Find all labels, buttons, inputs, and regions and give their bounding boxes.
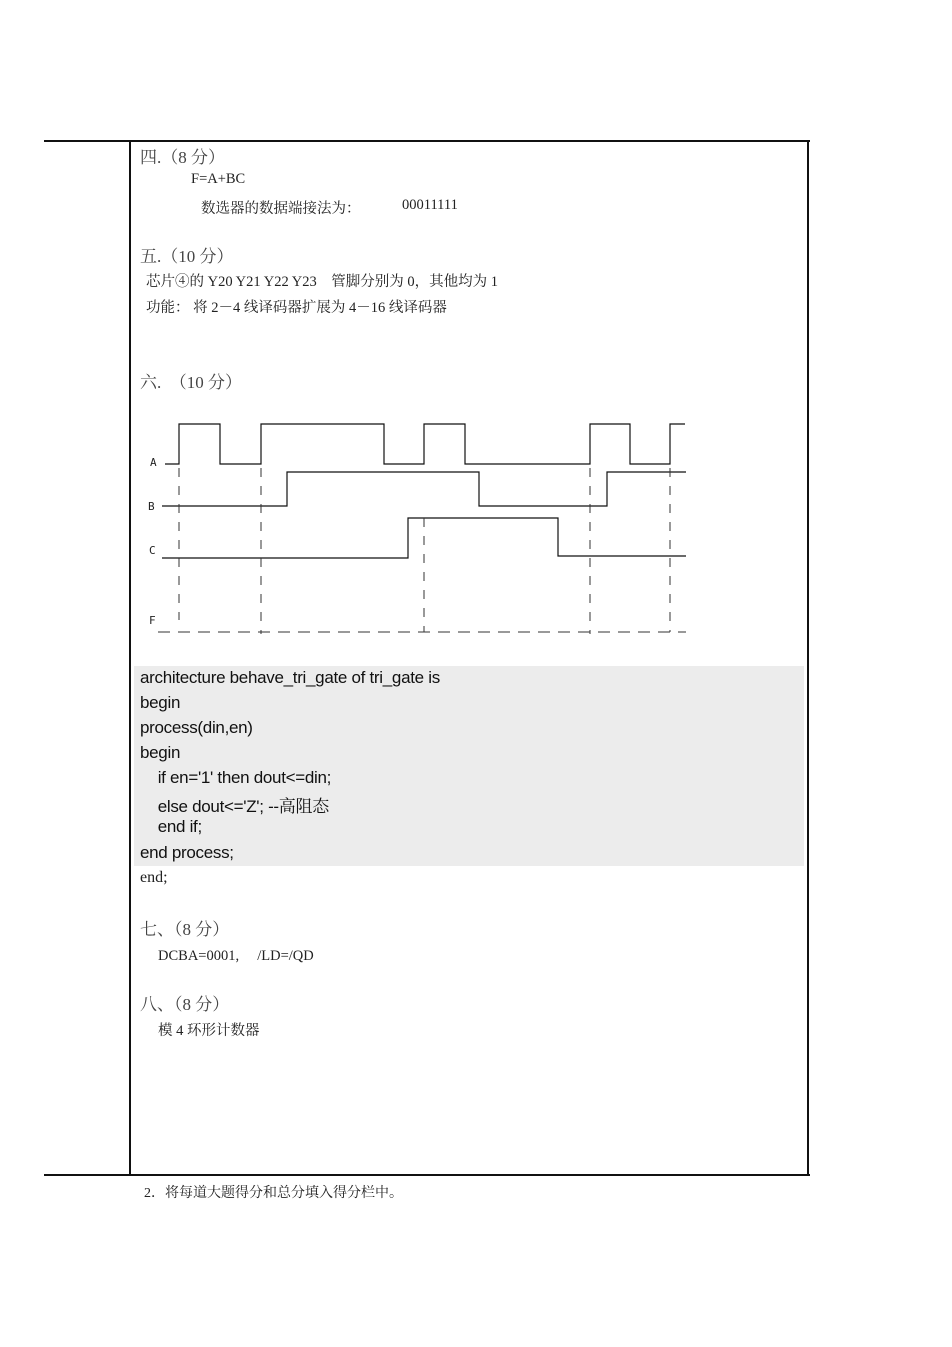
- section-7-heading: 七、（8 分）: [140, 920, 230, 939]
- signal-label-b: B: [148, 500, 155, 513]
- table-bottom-border: [44, 1174, 810, 1176]
- code-block-background: [134, 666, 804, 866]
- section-4-heading: 四.（8 分）: [140, 148, 225, 167]
- section-5-line-2: 功能： 将 2－4 线译码器扩展为 4－16 线译码器: [146, 300, 447, 316]
- code-line-5: if en='1' then dout<=din;: [140, 768, 332, 787]
- table-top-border: [44, 140, 810, 142]
- timing-diagram: [140, 410, 700, 645]
- signal-label-a: A: [150, 456, 157, 469]
- signal-label-f: F: [149, 614, 156, 627]
- table-right-border: [807, 140, 809, 1176]
- section-5-line-1: 芯片④的 Y20 Y21 Y22 Y23 管脚分别为 0，其他均为 1: [146, 274, 499, 290]
- code-line-7: end if;: [140, 817, 202, 836]
- code-line-4: begin: [140, 743, 181, 762]
- code-line-2: begin: [140, 693, 181, 712]
- code-end-line: end;: [140, 869, 168, 886]
- section-6-heading: 六. （10 分）: [140, 373, 242, 392]
- section-4-mux-label: 数选器的数据端接法为：: [201, 201, 361, 217]
- code-line-3: process(din,en): [140, 718, 253, 737]
- section-8-heading: 八、（8 分）: [140, 995, 230, 1014]
- code-line-8: end process;: [140, 843, 234, 862]
- waveform-a: [165, 424, 685, 464]
- waveform-b: [162, 472, 686, 506]
- signal-label-c: C: [149, 544, 156, 557]
- section-4-formula: F=A+BC: [191, 171, 246, 187]
- section-8-line-1: 模 4 环形计数器: [158, 1023, 260, 1039]
- section-7-line-1: DCBA=0001, /LD=/QD: [158, 948, 314, 964]
- section-4-mux-value: 00011111: [402, 197, 458, 213]
- footer-note: 2．将每道大题得分和总分填入得分栏中。: [144, 1186, 403, 1201]
- code-line-1: architecture behave_tri_gate of tri_gate is: [140, 668, 440, 687]
- code-line-6: else dout<='Z'; --高阻态: [140, 797, 329, 816]
- table-divider-left: [129, 140, 131, 1176]
- section-5-heading: 五.（10 分）: [140, 247, 234, 266]
